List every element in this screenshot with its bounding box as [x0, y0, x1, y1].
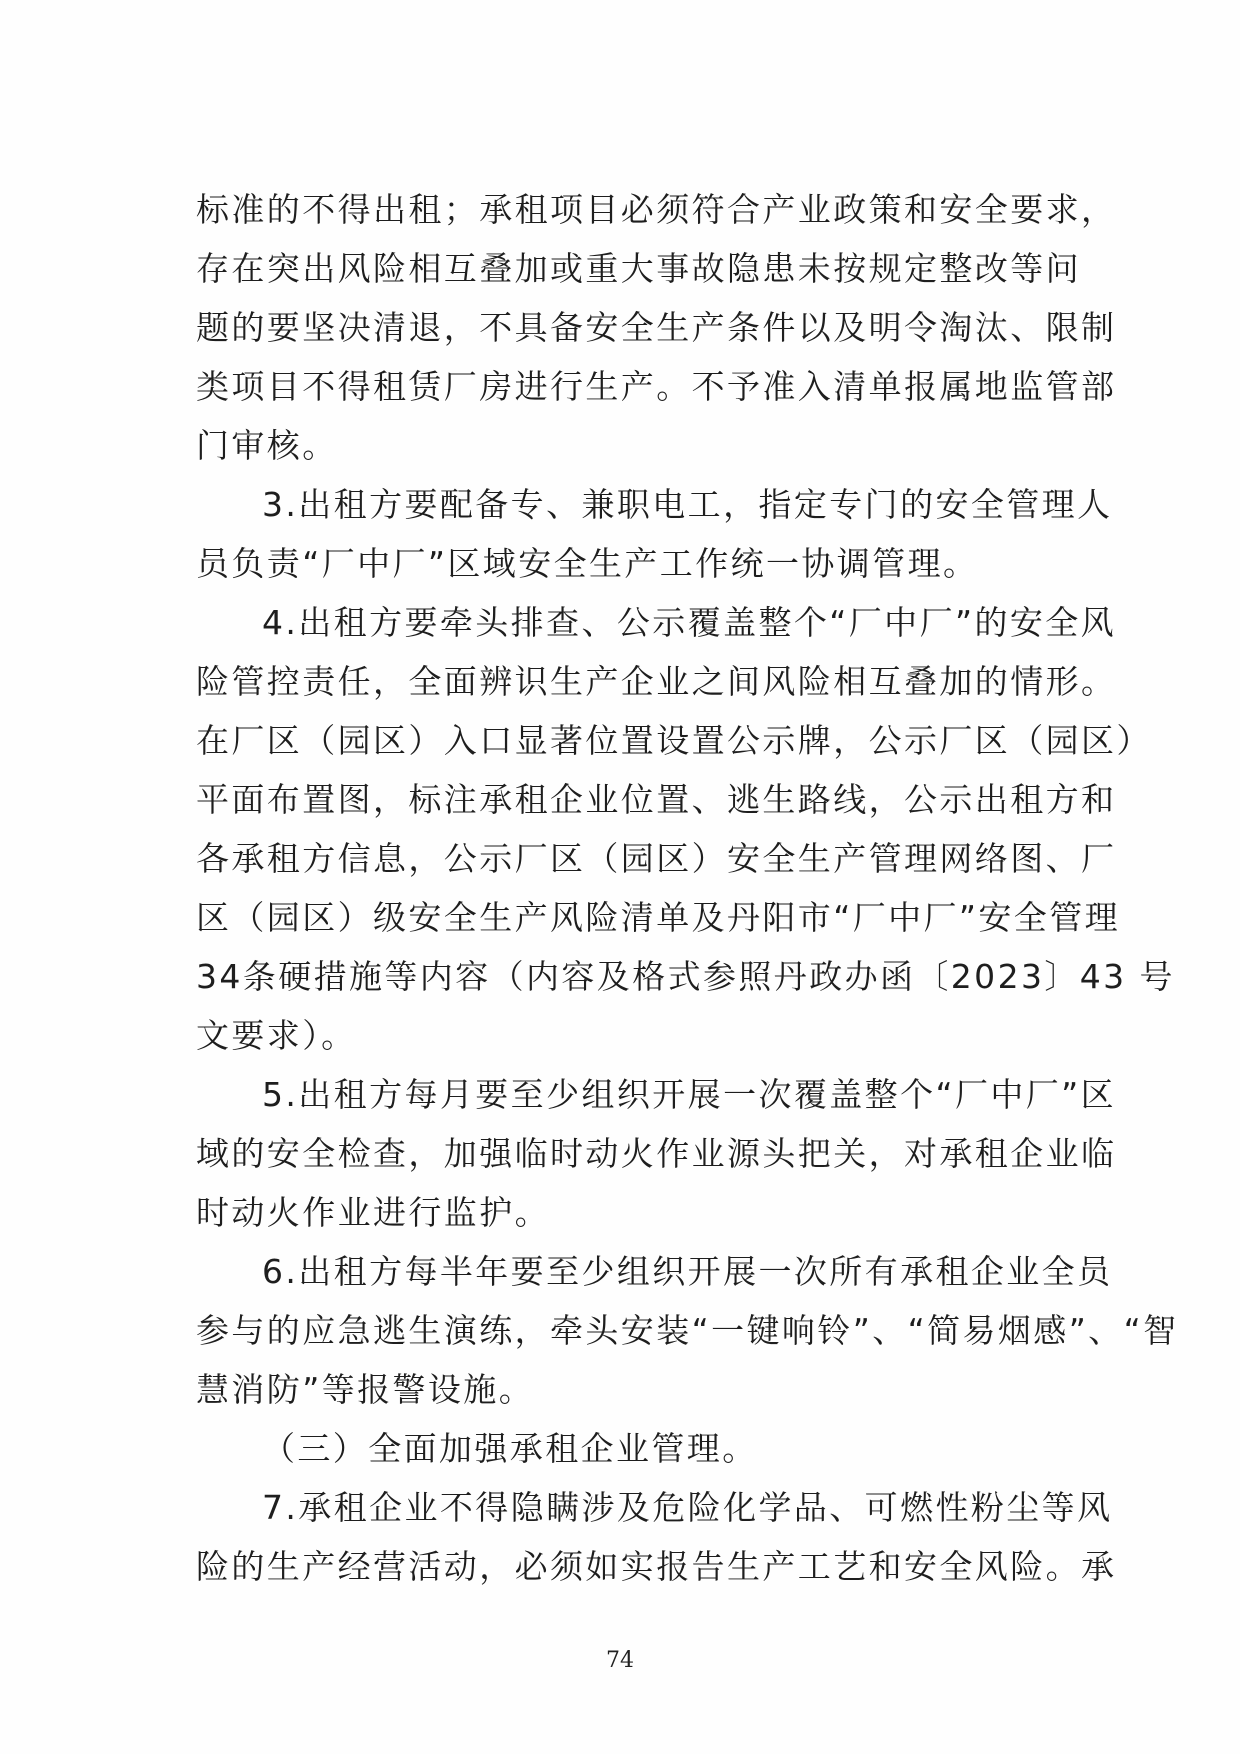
text-line: 平面布置图，标注承租企业位置、逃生路线，公示出租方和 [196, 780, 1117, 819]
paragraph-4-start: 4.出租方要牵头排查、公示覆盖整个“厂中厂”的安全风 [262, 603, 1117, 642]
text-line: 域的安全检查，加强临时动火作业源头把关，对承租企业临 [196, 1134, 1117, 1173]
text-line: 类项目不得租赁厂房进行生产。不予准入清单报属地监管部 [196, 367, 1117, 406]
text-line: 文要求）。 [196, 1016, 357, 1055]
text-line: 标准的不得出租；承租项目必须符合产业政策和安全要求， [196, 190, 1117, 229]
text-line: 存在突出风险相互叠加或重大事故隐患未按规定整改等问 [196, 249, 1081, 288]
text-line: 题的要坚决清退，不具备安全生产条件以及明令淘汰、限制 [196, 308, 1117, 347]
text-line: 各承租方信息，公示厂区（园区）安全生产管理网络图、厂 [196, 839, 1117, 878]
paragraph-3-start: 3.出租方要配备专、兼职电工，指定专门的安全管理人 [262, 485, 1113, 524]
text-line: 34条硬措施等内容（内容及格式参照丹政办函〔2023〕43 号 [196, 957, 1175, 996]
text-line: 在厂区（园区）入口显著位置设置公示牌，公示厂区（园区） [196, 721, 1152, 760]
text-line: 慧消防”等报警设施。 [196, 1370, 535, 1409]
page-number: 74 [606, 1648, 634, 1673]
text-line: 员负责“厂中厂”区域安全生产工作统一协调管理。 [196, 544, 979, 583]
text-line: 险的生产经营活动，必须如实报告生产工艺和安全风险。承 [196, 1547, 1117, 1586]
text-line: 参与的应急逃生演练，牵头安装“一键响铃”、“简易烟感”、“智 [196, 1311, 1179, 1350]
section-heading: （三）全面加强承租企业管理。 [262, 1429, 758, 1468]
paragraph-5-start: 5.出租方每月要至少组织开展一次覆盖整个“厂中厂”区 [262, 1075, 1117, 1114]
text-line: 区（园区）级安全生产风险清单及丹阳市“厂中厂”安全管理 [196, 898, 1120, 937]
text-line: 时动火作业进行监护。 [196, 1193, 550, 1232]
text-line: 门审核。 [196, 426, 338, 465]
body-text [196, 180, 1179, 1596]
paragraph-6-start: 6.出租方每半年要至少组织开展一次所有承租企业全员 [262, 1252, 1113, 1291]
paragraph-7-start: 7.承租企业不得隐瞒涉及危险化学品、可燃性粉尘等风 [262, 1488, 1113, 1527]
text-line: 险管控责任，全面辨识生产企业之间风险相互叠加的情形。 [196, 662, 1117, 701]
